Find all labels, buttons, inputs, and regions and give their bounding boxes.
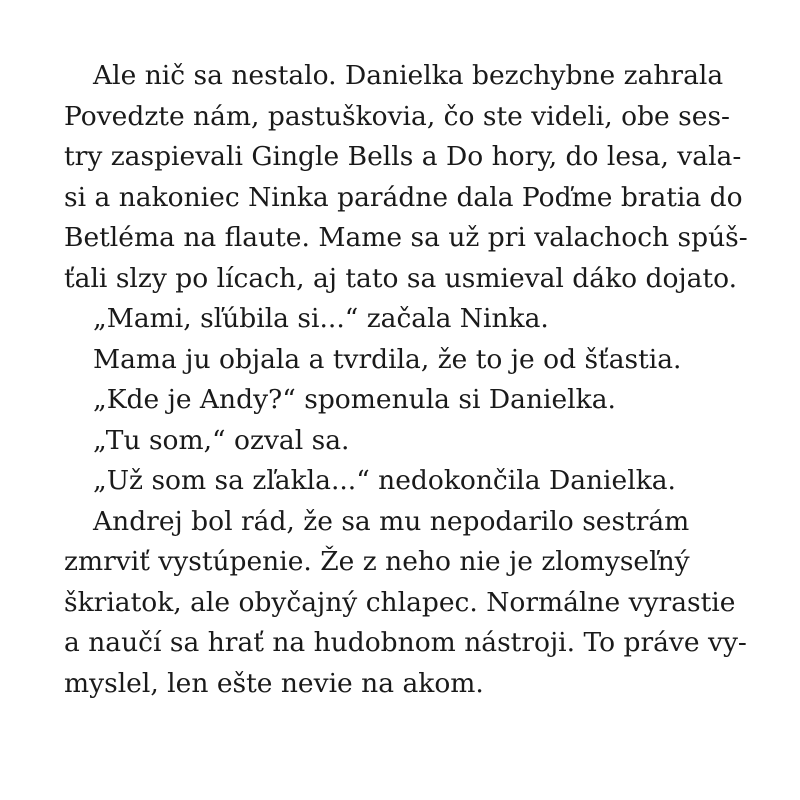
text-line: „Mami, sľúbila si...“ začala Ninka.: [93, 303, 549, 334]
text-line: Ale nič sa nestalo. Danielka bezchybne zahrala: [93, 60, 724, 91]
text-line: si a nakoniec Ninka parádne dala Poďme bratia do: [64, 181, 743, 213]
text-line: try zaspievali Gingle Bells a Do hory, do lesa, vala-: [64, 141, 742, 172]
text-line: zmrviť vystúpenie. Že z neho nie je zlomyseľný: [64, 546, 690, 577]
text-line: „Kde je Andy?“ spomenula si Danielka.: [93, 384, 616, 415]
text-line: Betléma na flaute. Mame sa už pri valachoch spúš-: [64, 222, 748, 253]
text-line: škriatok, ale obyčajný chlapec. Normálne vyrastie: [64, 586, 736, 618]
text-line: a naučí sa hrať na hudobnom nástroji. To práve vy-: [64, 627, 747, 658]
text-line: myslel, len ešte nevie na akom.: [64, 667, 484, 699]
story-text: [64, 56, 748, 704]
text-line: „Tu som,“ ozval sa.: [93, 424, 350, 456]
text-line: ťali slzy po lícach, aj tato sa usmieval dáko dojato.: [64, 262, 737, 294]
text-line: „Už som sa zľakla...“ nedokončila Danielka.: [93, 465, 676, 496]
text-line: Andrej bol rád, že sa mu nepodarilo sestrám: [93, 505, 690, 537]
text-line: Povedzte nám, pastuškovia, čo ste videli, obe ses-: [64, 100, 730, 132]
text-line: Mama ju objala a tvrdila, že to je od šťastia.: [93, 343, 682, 375]
